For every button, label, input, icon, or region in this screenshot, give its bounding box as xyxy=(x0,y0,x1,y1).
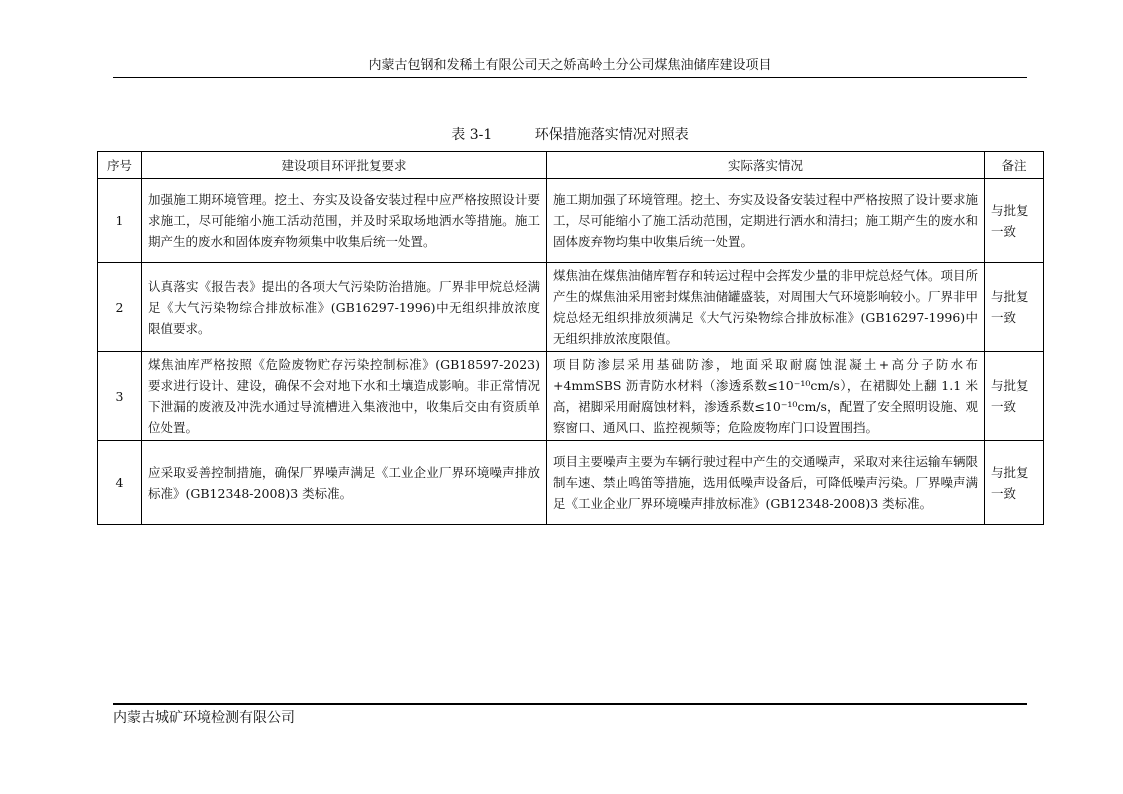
column-header-actual: 实际落实情况 xyxy=(547,152,985,179)
row-note: 与批复一致 xyxy=(985,352,1044,441)
measures-table xyxy=(97,151,1044,525)
row-actual: 项目防渗层采用基础防渗，地面采取耐腐蚀混凝土+高分子防水布+4mmSBS 沥青防水材料（渗透系数≤10⁻¹⁰cm/s），在裙脚处上翻 1.1 米高，裙脚采用耐腐蚀材料，渗透系数≤10⁻¹⁰cm/s，配置了安全照明设施、观察窗口、通风口、监控视频等；危险废物库门口设置围挡。 xyxy=(547,352,985,441)
table-caption xyxy=(113,124,1027,146)
row-index: 3 xyxy=(98,352,142,441)
table-row xyxy=(98,352,1044,441)
column-header-requirement: 建设项目环评批复要求 xyxy=(142,152,547,179)
row-requirement: 加强施工期环境管理。挖土、夯实及设备安装过程中应严格按照设计要求施工，尽可能缩小施工活动范围，并及时采取场地洒水等措施。施工期产生的废水和固体废弃物须集中收集后统一处置。 xyxy=(142,179,547,263)
row-note: 与批复一致 xyxy=(985,263,1044,352)
footer-company-name: 内蒙古城矿环境检测有限公司 xyxy=(113,710,295,726)
header-divider xyxy=(113,77,1027,78)
page-header-title: 内蒙古包钢和发稀土有限公司天之娇高岭土分公司煤焦油储库建设项目 xyxy=(368,58,772,73)
row-requirement: 应采取妥善控制措施，确保厂界噪声满足《工业企业厂界环境噪声排放标准》(GB12348-2008)3 类标准。 xyxy=(142,441,547,525)
row-note: 与批复一致 xyxy=(985,441,1044,525)
table-row xyxy=(98,179,1044,263)
row-actual: 施工期加强了环境管理。挖土、夯实及设备安装过程中严格按照了设计要求施工，尽可能缩小了施工活动范围，定期进行洒水和清扫；施工期产生的废水和固体废弃物均集中收集后统一处置。 xyxy=(547,179,985,263)
table-row xyxy=(98,263,1044,352)
row-actual: 煤焦油在煤焦油储库暂存和转运过程中会挥发少量的非甲烷总烃气体。项目所产生的煤焦油采用密封煤焦油储罐盛装，对周围大气环境影响较小。厂界非甲烷总烃无组织排放须满足《大气污染物综合排放标准》(GB16297-1996)中无组织排放浓度限值。 xyxy=(547,263,985,352)
row-index: 4 xyxy=(98,441,142,525)
row-actual: 项目主要噪声主要为车辆行驶过程中产生的交通噪声，采取对来往运输车辆限制车速、禁止鸣笛等措施，选用低噪声设备后，可降低噪声污染。厂界噪声满足《工业企业厂界环境噪声排放标准》(GB12348-2008)3 类标准。 xyxy=(547,441,985,525)
row-index: 1 xyxy=(98,179,142,263)
column-header-note: 备注 xyxy=(985,152,1044,179)
table-title: 环保措施落实情况对照表 xyxy=(534,127,689,143)
table-header-row xyxy=(98,152,1044,179)
table-number: 表 3-1 xyxy=(451,127,493,143)
row-note: 与批复一致 xyxy=(985,179,1044,263)
row-requirement: 认真落实《报告表》提出的各项大气污染防治措施。厂界非甲烷总烃满足《大气污染物综合排放标准》(GB16297-1996)中无组织排放浓度限值要求。 xyxy=(142,263,547,352)
column-header-index: 序号 xyxy=(98,152,142,179)
table-row xyxy=(98,441,1044,525)
footer-divider xyxy=(113,703,1027,705)
row-index: 2 xyxy=(98,263,142,352)
row-requirement: 煤焦油库严格按照《危险废物贮存污染控制标准》(GB18597-2023)要求进行设计、建设，确保不会对地下水和土壤造成影响。非正常情况下泄漏的废液及冲洗水通过导流槽进入集液池中，收集后交由有资质单位处置。 xyxy=(142,352,547,441)
